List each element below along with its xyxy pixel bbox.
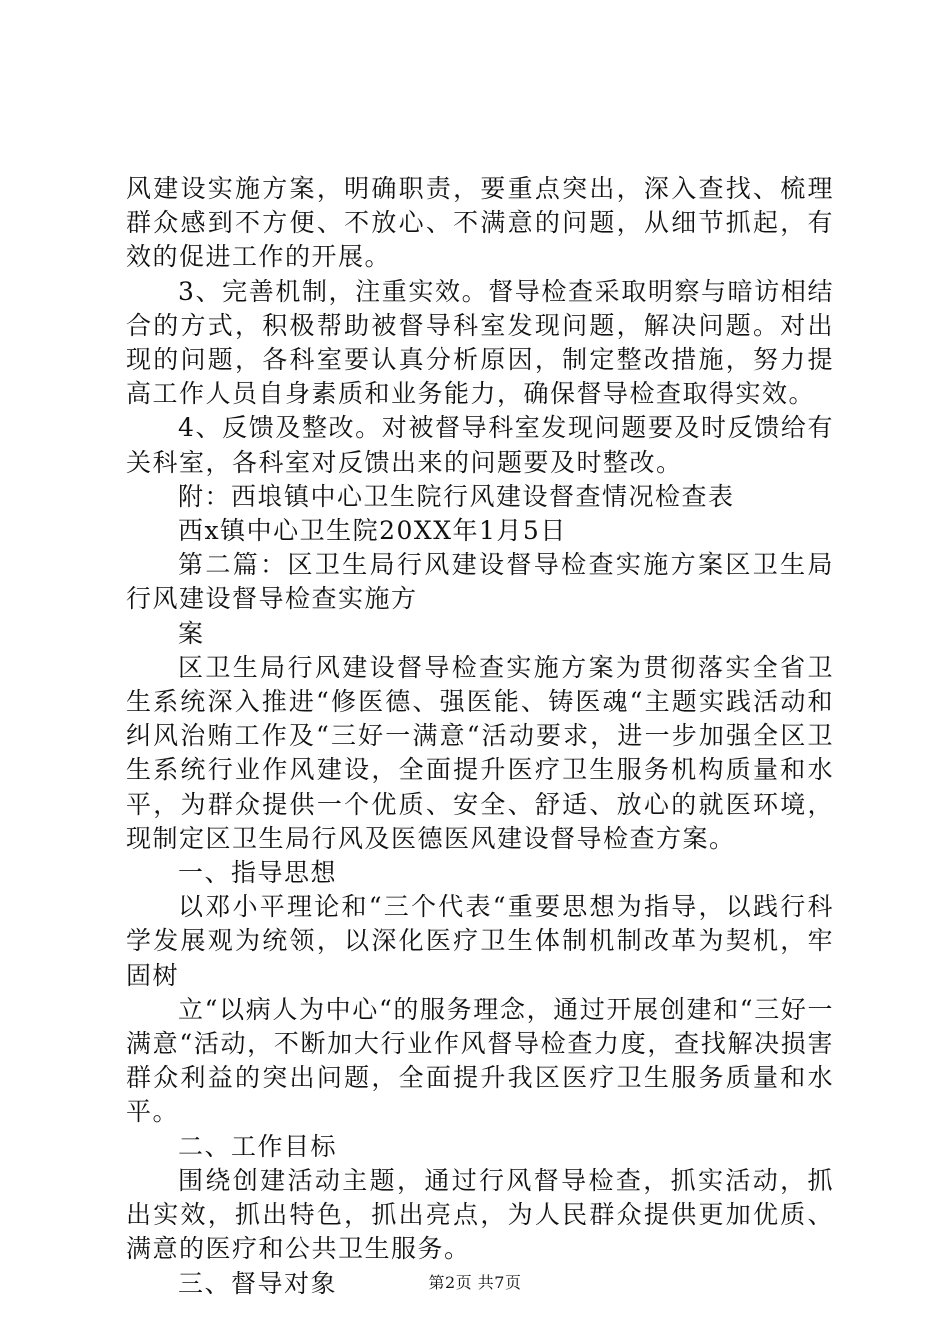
paragraph: 立“以病人为中心“的服务理念，通过开展创建和“三好一满意“活动，不断加大行业作风督导检查力度，查找解决损害群众利益的突出问题，全面提升我区医疗卫生服务质量和水平。 [126,994,834,1127]
paragraph: 风建设实施方案，明确职责，要重点突出，深入查找、梳理群众感到不方便、不放心、不满意的问题，从细节抓起，有效的促进工作的开展。 [126,174,834,272]
paragraph: 围绕创建活动主题，通过行风督导检查，抓实活动，抓出实效，抓出特色，抓出亮点，为人民群众提供更加优质、满意的医疗和公共卫生服务。 [126,1165,834,1264]
document-body [126,172,834,1301]
paragraph: 3、完善机制，注重实效。督导检查采取明察与暗访相结合的方式，积极帮助被督导科室发现问题，解决问题。对出现的问题，各科室要认真分析原因，制定整改措施，努力提高工作人员自身素质和业务能力，确保督导检查取得实效。 [126,276,834,409]
section-title: 第二篇：区卫生局行风建设督导检查实施方案区卫生局行风建设督导检查实施方 [126,550,834,614]
paragraph: 4、反馈及整改。对被督导科室发现问题要及时反馈给有关科室，各科室对反馈出来的问题要及时整改。 [126,413,834,477]
page-number-footer: 第2页 共7页 [428,1273,522,1292]
paragraph: 以邓小平理论和“三个代表“重要思想为指导，以践行科学发展观为统领，以深化医疗卫生体制机制改革为契机，牢固树 [126,892,834,990]
heading-work-goals: 二、工作目标 [178,1131,338,1161]
section-title-continuation: 案 [178,618,205,648]
heading-supervision-targets: 三、督导对象 [178,1268,338,1298]
signature-date: 西x镇中心卫生院20XX年1月5日 [178,516,567,546]
attachment-note: 附：西埌镇中心卫生院行风建设督查情况检查表 [178,481,735,511]
heading-guiding-thought: 一、指导思想 [178,858,338,888]
paragraph: 区卫生局行风建设督导检查实施方案为贯彻落实全省卫生系统深入推进“修医德、强医能、铸医魂“主题实践活动和纠风治贿工作及“三好一满意“活动要求，进一步加强全区卫生系统行业作风建设，全面提升医疗卫生服务机构质量和水平，为群众提供一个优质、安全、舒适、放心的就医环境，现制定区卫生局行风及医德医风建设督导检查方案。 [126,652,834,853]
